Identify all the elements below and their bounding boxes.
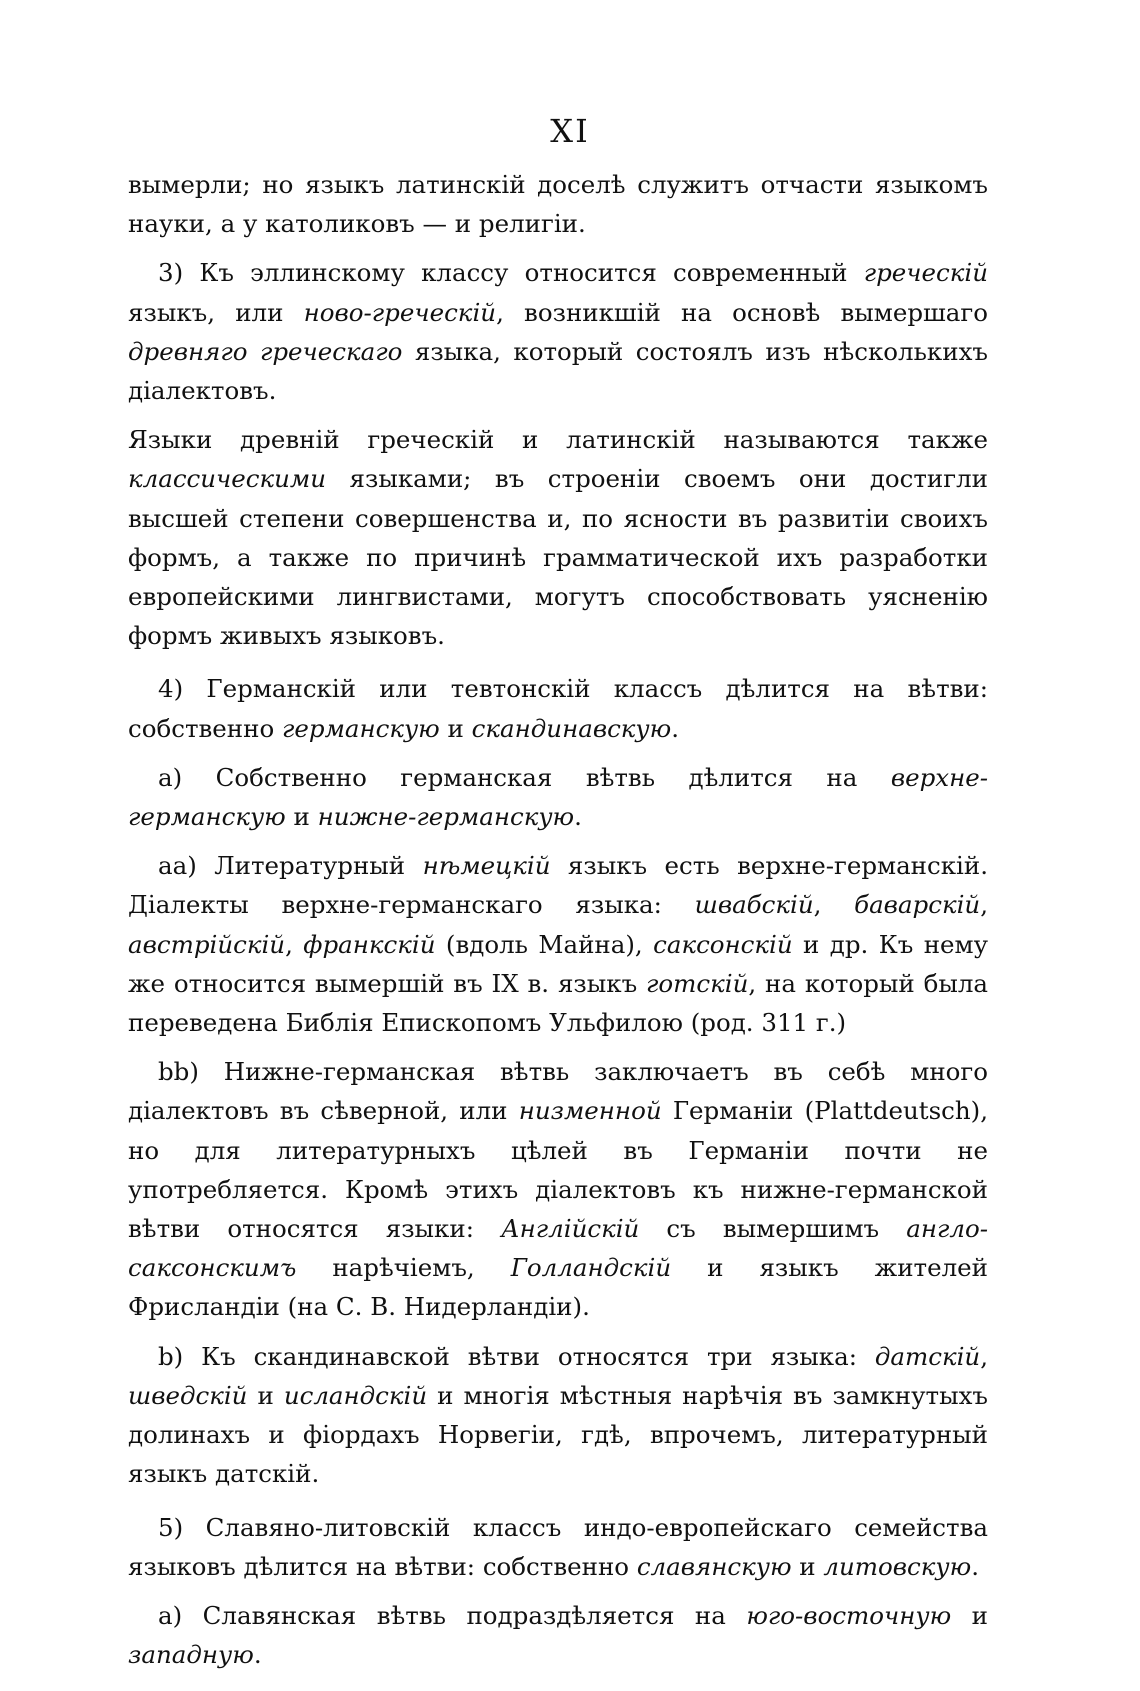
text-run: и <box>951 1600 989 1630</box>
body-text <box>128 165 988 1684</box>
paragraph-p10 <box>128 1596 988 1674</box>
paragraph-p1 <box>128 165 988 243</box>
text-run: . <box>253 1640 262 1670</box>
text-run: и др. Къ нему же относится вымершій въ IX в. языкъ <box>128 929 989 998</box>
italic-term: ново-греческій <box>303 297 497 327</box>
text-run: и <box>791 1551 824 1581</box>
italic-term: швабскій <box>694 890 814 920</box>
italic-term: датскій <box>874 1341 981 1371</box>
italic-term: Голландскій <box>510 1253 672 1283</box>
italic-term: нѣмецкій <box>422 851 551 881</box>
italic-term: германскую <box>282 713 440 743</box>
text-run: 5) Славяно-литовскій классъ индо-европейскаго семейства языковъ дѣлится на вѣтви: собственно <box>128 1512 988 1581</box>
text-run: Языки древній греческій и латинскій называются также <box>128 425 988 455</box>
text-run: нарѣчіемъ, <box>296 1253 511 1283</box>
text-run: языкъ есть верхне-германскій. Діалекты верхне-германскаго языка: <box>128 851 988 920</box>
text-run: языкъ, или <box>128 297 304 327</box>
paragraph-p4 <box>128 669 988 747</box>
page-number: XI <box>550 112 590 150</box>
text-run: вымерли; но языкъ латинскій доселѣ служитъ отчасти языкомъ науки, а у католиковъ — и религіи. <box>128 170 988 239</box>
italic-term: древняго греческаго <box>128 336 403 366</box>
text-run: съ вымершимъ <box>639 1214 907 1244</box>
italic-term: англо-саксонскимъ <box>128 1214 988 1283</box>
italic-term: франкскій <box>303 929 436 959</box>
text-run: b) Къ скандинавской вѣтви относятся три языка: <box>158 1341 875 1371</box>
text-run: 4) Германскій или тевтонскій классъ дѣлится на вѣтви: собственно <box>128 674 988 743</box>
italic-term: Англійскій <box>501 1214 640 1244</box>
italic-term: баварскій <box>854 890 981 920</box>
italic-term: низменной <box>518 1096 662 1126</box>
italic-term: греческій <box>863 258 988 288</box>
text-run: . <box>574 802 582 832</box>
italic-term: классическими <box>128 464 327 494</box>
text-run: Германіи (Plattdeutsch), но для литературныхъ цѣлей въ Германіи почти не употребляется. Кромѣ этихъ діалектовъ къ нижне-германской вѣтви относятся языки: <box>128 1096 988 1244</box>
text-run: аа) Литературный <box>158 851 423 881</box>
text-run: . <box>671 713 680 743</box>
text-run: и языкъ жителей Фрисландіи (на С. В. Нидерландіи). <box>128 1253 988 1322</box>
italic-term: исландскій <box>283 1380 428 1410</box>
text-run: , возникшій на основѣ вымершаго <box>496 297 988 327</box>
italic-term: скандинавскую <box>471 713 672 743</box>
paragraph-p6 <box>128 846 988 1042</box>
italic-term: саксонскій <box>653 929 793 959</box>
text-run: а) Собственно германская вѣтвь дѣлится на <box>158 762 891 792</box>
text-run: и <box>247 1380 284 1410</box>
paragraph-p3 <box>128 420 988 655</box>
text-run: 3) Къ эллинскому классу относится современный <box>158 258 864 288</box>
text-run: , <box>813 890 855 920</box>
text-run: языка, который состоялъ изъ нѣсколькихъ діалектовъ. <box>128 336 988 406</box>
text-run: и <box>439 713 472 743</box>
text-run: , <box>285 929 304 959</box>
italic-term: литовскую <box>823 1551 972 1581</box>
italic-term: нижне-германскую <box>317 802 575 832</box>
text-run: и многія мѣстныя нарѣчія въ замкнутыхъ долинахъ и фіордахъ Норвегіи, гдѣ, впрочемъ, литературный языкъ датскій. <box>128 1380 988 1489</box>
text-run: , <box>980 890 988 920</box>
text-run: . <box>971 1551 979 1581</box>
text-run: bb) Нижне-германская вѣтвь заключаетъ въ себѣ много діалектовъ въ сѣверной, или <box>128 1057 988 1126</box>
paragraph-p9 <box>128 1508 988 1586</box>
italic-term: западную <box>128 1640 254 1670</box>
paragraph-p7 <box>128 1052 988 1326</box>
italic-term: австрійскій <box>128 929 286 959</box>
text-run: , <box>980 1341 988 1371</box>
italic-term: готскій <box>646 968 749 998</box>
italic-term: славянскую <box>636 1551 792 1581</box>
italic-term: верхне-германскую <box>128 762 988 832</box>
paragraph-p8 <box>128 1337 988 1494</box>
italic-term: шведскій <box>128 1380 248 1410</box>
text-run: языками; въ строеніи своемъ они достигли высшей степени совершенства и, по ясности въ развитіи своихъ формъ, а также по причинѣ грамматической ихъ разработки европейскими лингвистами, могутъ способствовать уясненію формъ живыхъ языковъ. <box>128 464 988 651</box>
text-run: , на который была переведена Библія Епископомъ Ульфилою (род. 311 г.) <box>128 968 988 1038</box>
paragraph-p5 <box>128 758 988 836</box>
text-run: (вдоль Майна), <box>435 929 654 959</box>
text-run: а) Славянская вѣтвь подраздѣляется на <box>158 1600 747 1630</box>
text-run: и <box>285 802 318 832</box>
italic-term: юго-восточную <box>746 1600 952 1630</box>
paragraph-p2 <box>128 253 988 410</box>
